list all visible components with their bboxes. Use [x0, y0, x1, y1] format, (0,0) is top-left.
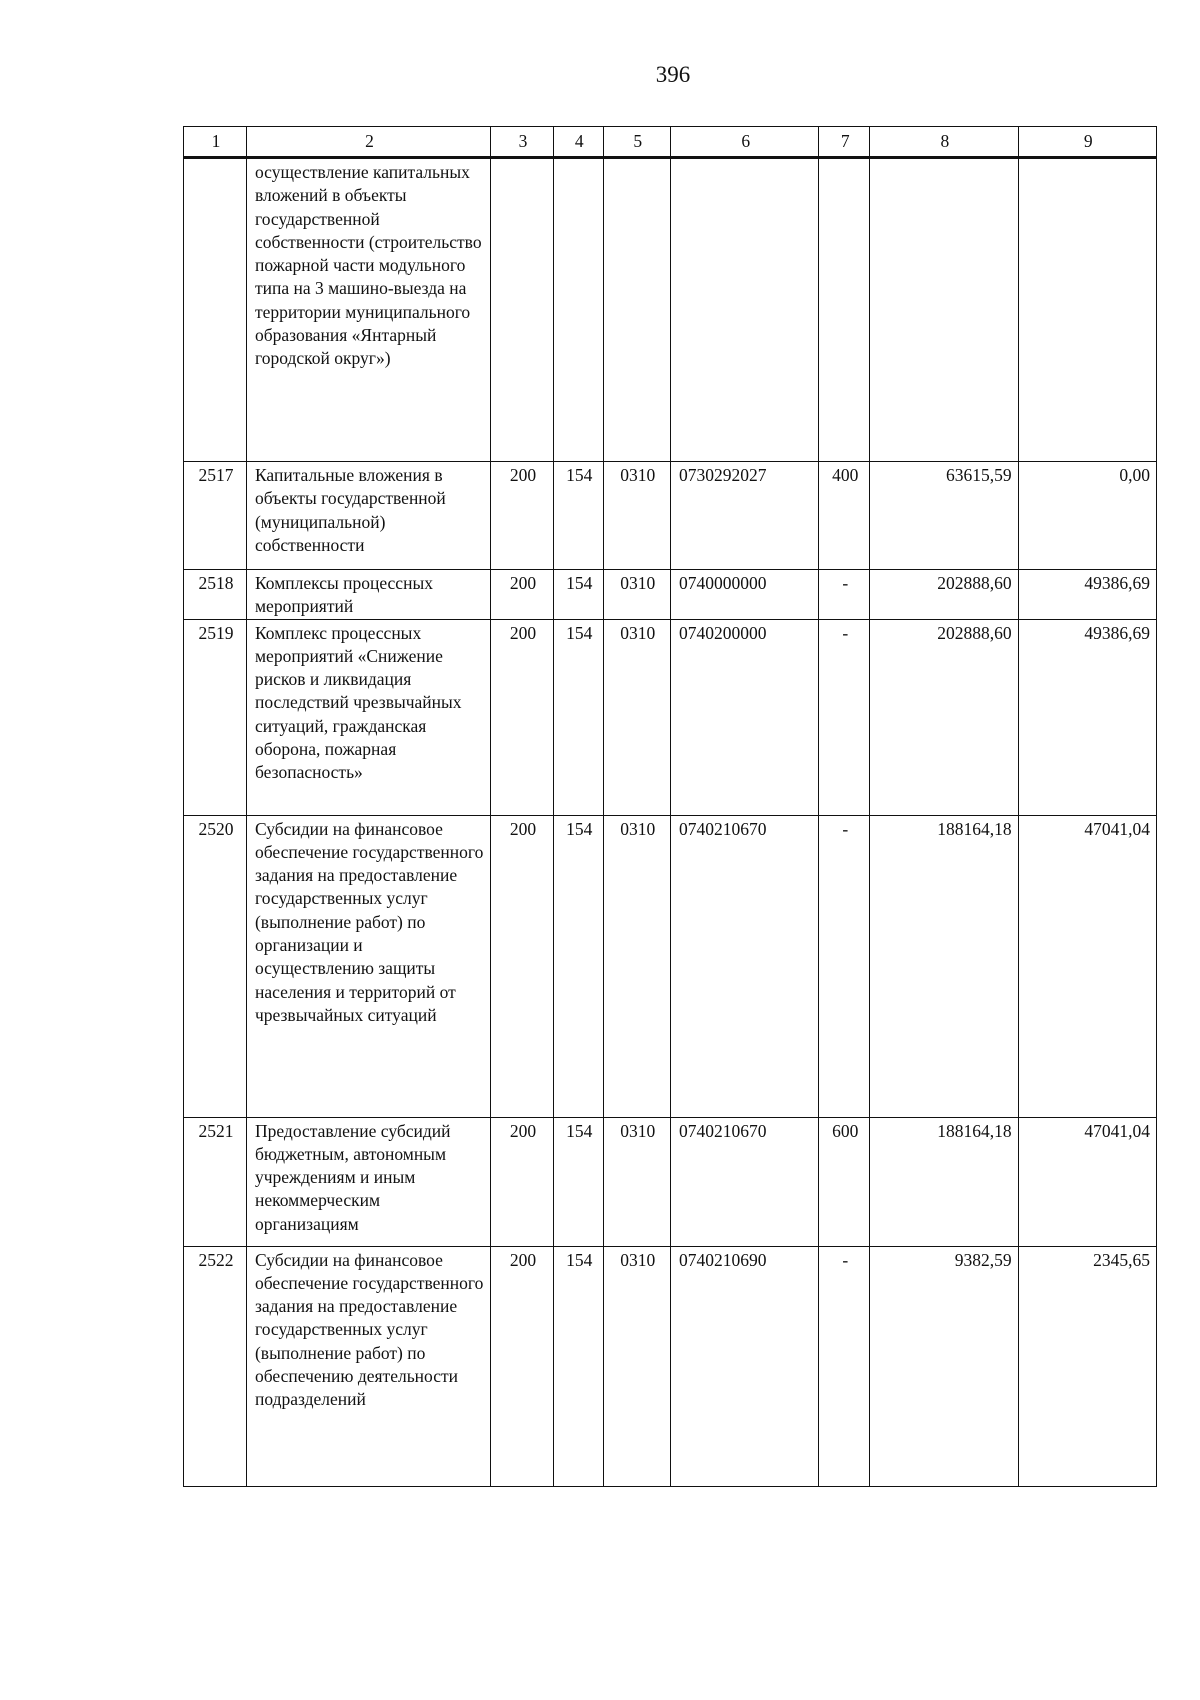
cell-col4 — [554, 158, 603, 462]
column-header: 9 — [1018, 127, 1156, 158]
cell-col8-amount: 202888,60 — [870, 570, 1018, 620]
cell-col4: 154 — [554, 619, 603, 815]
cell-col3: 200 — [491, 1246, 554, 1486]
column-header: 2 — [246, 127, 490, 158]
row-number: 2519 — [184, 619, 247, 815]
cell-col3: 200 — [491, 815, 554, 1117]
budget-table — [183, 126, 1157, 1487]
cell-col6-code: 0740210670 — [671, 815, 819, 1117]
header-row — [184, 127, 1157, 158]
cell-col4: 154 — [554, 462, 603, 570]
column-header: 5 — [603, 127, 670, 158]
row-number — [184, 158, 247, 462]
cell-col9-amount: 49386,69 — [1018, 570, 1156, 620]
row-description: Комплекс процессных мероприятий «Снижение рисков и ликвидация последствий чрезвычайных ситуаций, гражданская оборона, пожарная безопасность» — [246, 619, 490, 815]
cell-col9-amount — [1018, 158, 1156, 462]
cell-col6-code: 0740200000 — [671, 619, 819, 815]
table-row — [184, 1246, 1157, 1486]
page-number: 396 — [655, 62, 691, 87]
cell-col7: - — [819, 1246, 870, 1486]
cell-col3: 200 — [491, 1117, 554, 1246]
cell-col9-amount: 2345,65 — [1018, 1246, 1156, 1486]
row-number: 2518 — [184, 570, 247, 620]
table-row — [184, 1117, 1157, 1246]
column-header: 4 — [554, 127, 603, 158]
table-row — [184, 462, 1157, 570]
cell-col4: 154 — [554, 815, 603, 1117]
cell-col7: 400 — [819, 462, 870, 570]
cell-col6-code — [671, 158, 819, 462]
cell-col8-amount: 9382,59 — [870, 1246, 1018, 1486]
cell-col8-amount: 63615,59 — [870, 462, 1018, 570]
table-row — [184, 815, 1157, 1117]
cell-col5: 0310 — [603, 619, 670, 815]
cell-col7 — [819, 158, 870, 462]
row-description: осуществление капитальных вложений в объекты государственной собственности (строительство пожарной части модульного типа на 3 машино-выезда на территории муниципального образования «Янтарный городской округ») — [246, 158, 490, 462]
cell-col8-amount: 202888,60 — [870, 619, 1018, 815]
cell-col6-code: 0740210670 — [671, 1117, 819, 1246]
column-header: 3 — [491, 127, 554, 158]
cell-col7: - — [819, 815, 870, 1117]
cell-col5: 0310 — [603, 1246, 670, 1486]
cell-col8-amount: 188164,18 — [870, 1117, 1018, 1246]
table-row — [184, 619, 1157, 815]
cell-col5: 0310 — [603, 815, 670, 1117]
cell-col9-amount: 47041,04 — [1018, 815, 1156, 1117]
row-description: Комплексы процессных мероприятий — [246, 570, 490, 620]
cell-col3 — [491, 158, 554, 462]
column-header: 6 — [671, 127, 819, 158]
table-row — [184, 158, 1157, 462]
row-description: Капитальные вложения в объекты государственной (муниципальной) собственности — [246, 462, 490, 570]
cell-col9-amount: 49386,69 — [1018, 619, 1156, 815]
cell-col3: 200 — [491, 619, 554, 815]
table-row — [184, 570, 1157, 620]
row-number: 2520 — [184, 815, 247, 1117]
cell-col6-code: 0730292027 — [671, 462, 819, 570]
row-number: 2517 — [184, 462, 247, 570]
column-header: 1 — [184, 127, 247, 158]
cell-col6-code: 0740000000 — [671, 570, 819, 620]
cell-col7: - — [819, 619, 870, 815]
cell-col9-amount: 47041,04 — [1018, 1117, 1156, 1246]
row-description: Субсидии на финансовое обеспечение государственного задания на предоставление государственных услуг (выполнение работ) по обеспечению деятельности подразделений — [246, 1246, 490, 1486]
cell-col9-amount: 0,00 — [1018, 462, 1156, 570]
cell-col3: 200 — [491, 570, 554, 620]
column-header: 7 — [819, 127, 870, 158]
cell-col6-code: 0740210690 — [671, 1246, 819, 1486]
cell-col4: 154 — [554, 1117, 603, 1246]
row-number: 2522 — [184, 1246, 247, 1486]
cell-col7: 600 — [819, 1117, 870, 1246]
cell-col3: 200 — [491, 462, 554, 570]
cell-col8-amount — [870, 158, 1018, 462]
cell-col8-amount: 188164,18 — [870, 815, 1018, 1117]
cell-col5: 0310 — [603, 570, 670, 620]
column-header: 8 — [870, 127, 1018, 158]
cell-col4: 154 — [554, 1246, 603, 1486]
row-description: Предоставление субсидий бюджетным, автономным учреждениям и иным некоммерческим организациям — [246, 1117, 490, 1246]
cell-col5: 0310 — [603, 462, 670, 570]
cell-col4: 154 — [554, 570, 603, 620]
cell-col5 — [603, 158, 670, 462]
cell-col7: - — [819, 570, 870, 620]
row-number: 2521 — [184, 1117, 247, 1246]
row-description: Субсидии на финансовое обеспечение государственного задания на предоставление государственных услуг (выполнение работ) по организации и осуществлению защиты населения и территорий от чрезвычайных ситуаций — [246, 815, 490, 1117]
cell-col5: 0310 — [603, 1117, 670, 1246]
